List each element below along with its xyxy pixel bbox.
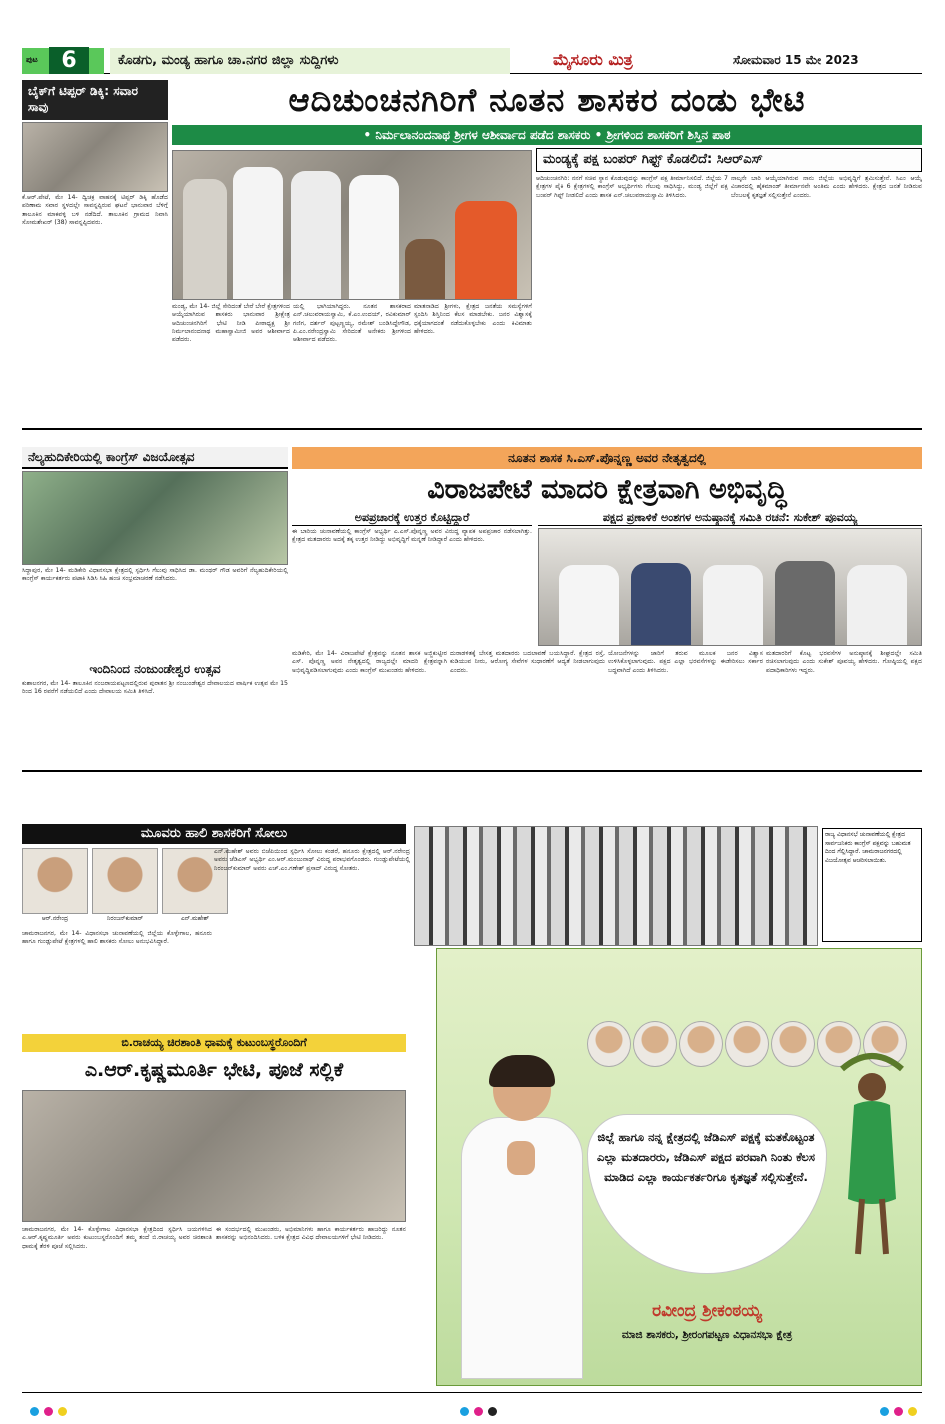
virajpet-article-top: ಈ ಬಾರಿಯ ಚುನಾವಣೆಯಲ್ಲಿ ಕಾಂಗ್ರೆಸ್ ಅಭ್ಯರ್ಥಿ ಎ.ಎಸ್.ಪೊನ್ನಣ್ಣ ಅವರ ವಿರುದ್ಧ ವ್ಯಾಪಕ ಅಪಪ್ರಚಾರ ನಡೆಸಲಾಗಿತ್ತು. ಕ್ಷೇತ್ರದ ಮತದಾರರು ಅದಕ್ಕೆ ತಕ್ಕ ಉತ್ತರ ನೀಡಿದ್ದು ಅಭಿವೃದ್ಧಿಗೆ ಮನ್ನಣೆ ನೀಡಿದ್ದಾರೆ ಎಂದು ಹೇಳಿದರು. [292, 528, 532, 544]
virajpet-article-col-1: ಮಡಿಕೇರಿ, ಮೇ 14- ವಿರಾಜಪೇಟೆ ಕ್ಷೇತ್ರವನ್ನು ನೂತನ ಶಾಸಕ ಅಜ್ಜಿಕುಟ್ಟೀರ ಎಸ್. ಪೊನ್ನಣ್ಣ ಅವರ ನೇತೃತ್ವದಲ್ಲಿ ರಾಜ್ಯದಲ್ಲೇ ಮಾದರಿ ಕ್ಷೇತ್ರವನ್ನಾಗಿ ಅಭಿವೃದ್ಧಿಪಡಿಸಲಾಗುವುದು ಎಂದು ಕಾಂಗ್ರೆಸ್ ಮುಖಂಡರು ಹೇಳಿದರು. [292, 650, 447, 674]
festival-article-text: ಕುಶಾಲನಗರ, ಮೇ 14- ತಾಲೂಕಿನ ನಂಜರಾಯಪಟ್ಟಣದಲ್ಲಿರುವ ಪುರಾತನ ಶ್ರೀ ನಂಜುಂಡೇಶ್ವರ ದೇವಾಲಯದ ವಾರ್ಷಿಕ ಉತ್ಸವ ಮೇ 15 ರಿಂದ 16 ರವರೆಗೆ ನಡೆಯಲಿದೆ ಎಂದು ದೇವಾಲಯ ಸಮಿತಿ ತಿಳಿಸಿದೆ. [22, 680, 288, 696]
festival-headline: ಇಂದಿನಿಂದ ನಂಜುಂಡೇಶ್ವರ ಉತ್ಸವ [89, 662, 221, 676]
side-brief-text: ರಾಜ್ಯ ವಿಧಾನಸಭೆ ಚುನಾವಣೆಯಲ್ಲಿ ಕ್ಷೇತ್ರದ ಸಾರ್ವಜನಿಕರು ಕಾಂಗ್ರೆಸ್ ಪಕ್ಷವನ್ನು ಬಹುಮತ ದಿಂದ ಗೆಲ್ಲಿಸಿದ್ದಾರೆ. ಚಾಮರಾಜನಗರದಲ್ಲಿ ವಿಜಯೋತ್ಸವ ಆಚರಿಸಲಾಯಿತು. [822, 828, 922, 942]
leader-photo [679, 1021, 723, 1067]
virajpet-banner: ನೂತನ ಶಾಸಕ ಸಿ.ಎಸ್.ಪೊನ್ನಣ್ಣ ಅವರ ನೇತೃತ್ವದಲ್ಲಿ [292, 447, 922, 469]
registration-dot [30, 1407, 39, 1416]
page-number-box [22, 48, 104, 74]
mugshot-photo [22, 848, 88, 914]
candidate-name: ರವೀಂದ್ರ ಶ್ರೀಕಂಠಯ್ಯ [652, 1301, 762, 1321]
page-number: 6 [49, 47, 89, 74]
virajpet-subhead-right: ಪಕ್ಷದ ಪ್ರಣಾಳಿಕೆ ಅಂಶಗಳ ಅನುಷ್ಠಾನಕ್ಕೆ ಸಮಿತಿ ರಚನೆ: ಸುಕೇಶ್ ಪೂವಯ್ಯ [538, 510, 922, 526]
advertisement [436, 948, 922, 1386]
visit-headline: ಎ.ಆರ್.ಕೃಷ್ಣಮೂರ್ತಿ ಭೇಟಿ, ಪೂಜೆ ಸಲ್ಲಿಕೆ [84, 1059, 344, 1081]
registration-dot [908, 1407, 917, 1416]
virajpet-subhead-left: ಅಪಪ್ರಚಾರಕ್ಕೆ ಉತ್ತರ ಕೊಟ್ಟಿದ್ದಾರೆ [292, 510, 532, 526]
registration-dot [44, 1407, 53, 1416]
virajpet-article-col-3: ಯೋಜನೆಗಳನ್ನು ಜಾರಿಗೆ ತರುವ ಮೂಲಕ ಜನರ ವಿಶ್ವಾಸ ಉಳಿಸಿಕೊಳ್ಳಲಾಗುವುದು. ಪಕ್ಷದ ಎಲ್ಲಾ ಭರವಸೆಗಳನ್ನು ಈಡೇರಿಸಲು ಸರ್ಕಾರ ಬದ್ಧವಾಗಿದೆ ಎಂದು ತಿಳಿಸಿದರು. [608, 650, 763, 674]
mugshot-caption: ಎನ್.ಮಹೇಶ್ [180, 915, 210, 922]
leader-photo [771, 1021, 815, 1067]
visit-article-col-1: ಚಾಮರಾಜನಗರ, ಮೇ 14- ಕೊಳ್ಳೇಗಾಲ ವಿಧಾನಸಭಾ ಕ್ಷೇತ್ರದಿಂದ ಸ್ಪರ್ಧಿಸಿ ಜಯಗಳಿಸಿದ ಎ.ಆರ್.ಕೃಷ್ಣಮೂರ್ತಿ ಅವರು ಕುಟುಂಬಸ್ಥರೊಂದಿಗೆ ತಮ್ಮ ತಂದೆ ಬಿ.ರಾಚಯ್ಯ ಅವರ ಚಿರಶಾಂತಿ ಧಾಮಕ್ಕೆ ತೆರಳಿ ಪೂಜೆ ಸಲ್ಲಿಸಿದರು. [22, 1226, 212, 1250]
leader-photo [587, 1021, 631, 1067]
divider [22, 428, 922, 430]
defeat-headline: ಮೂವರು ಹಾಲಿ ಶಾಸಕರಿಗೆ ಸೋಲು [22, 824, 406, 844]
registration-dot [474, 1407, 483, 1416]
farmer-woman-emblem [832, 1049, 912, 1259]
divider [22, 770, 922, 772]
registration-dot [894, 1407, 903, 1416]
celebration-article-text: ಸಿದ್ದಾಪುರ, ಮೇ 14- ಮಡಿಕೇರಿ ವಿಧಾನಸಭಾ ಕ್ಷೇತ್ರದಲ್ಲಿ ಸ್ಪರ್ಧಿಸಿ ಗೆಲುವು ಸಾಧಿಸಿದ ಡಾ. ಮಂಥರ್ ಗೌಡ ಅವರಿಗೆ ನೆಲ್ಯಹುದಿಕೇರಿಯಲ್ಲಿ ಕಾಂಗ್ರೆಸ್ ಕಾರ್ಯಕರ್ತರು ಪಟಾಕಿ ಸಿಡಿಸಿ ಸಿಹಿ ಹಂಚಿ ಸಂಭ್ರಮಾಚರಣೆ ನಡೆಸಿದರು. [22, 567, 288, 583]
press-meet-photo [538, 528, 922, 646]
visit-article-col-2: ಈ ಸಂದರ್ಭದಲ್ಲಿ ಮುಖಂಡರು, ಅಭಿಮಾನಿಗಳು ಹಾಗೂ ಕಾರ್ಯಕರ್ತರು ಹಾಜರಿದ್ದು ನೂತನ ಶಾಸಕರನ್ನು ಅಭಿನಂದಿಸಿದರು. ಬಳಿಕ ಕ್ಷೇತ್ರದ ವಿವಿಧ ದೇವಾಲಯಗಳಿಗೆ ಭೇಟಿ ನೀಡಿದರು. [216, 1226, 406, 1242]
brief-headline: ಬೈಕ್‌ಗೆ ಟಿಪ್ಪರ್ ಡಿಕ್ಕಿ: ಸವಾರ ಸಾವು [22, 80, 168, 120]
lead-subhead: • ನಿರ್ಮಲಾನಂದನಾಥ ಶ್ರೀಗಳ ಆಶೀರ್ವಾದ ಪಡೆದ ಶಾಸಕರು • ಶ್ರೀಗಳಿಂದ ಶಾಸಕರಿಗೆ ಶಿಸ್ತಿನ ಪಾಠ [172, 125, 922, 145]
dateline: ಸೋಮವಾರ 15 ಮೇ 2023 [733, 53, 859, 67]
accident-photo [22, 122, 168, 192]
mugshots [22, 848, 236, 924]
lead-photo [172, 150, 532, 300]
virajpet-headline: ವಿರಾಜಪೇಟೆ ಮಾದರಿ ಕ್ಷೇತ್ರವಾಗಿ ಅಭಿವೃದ್ಧಿ [427, 474, 787, 505]
leader-photo [633, 1021, 677, 1067]
side-story-col-2: ನಾಲ್ಕನೇ ಬಾರಿ ಆಯ್ಕೆಯಾಗಿರುವ ನಾನು ಜಿಲ್ಲೆಯ ಅಭಿವೃದ್ಧಿಗೆ ಶ್ರಮಿಸುತ್ತೇನೆ. ಸಿಎಂ ಆಯ್ಕೆ ವಿಚಾರದಲ್ಲಿ ಹೈಕಮಾಂಡ್ ತೀರ್ಮಾನವೇ ಅಂತಿಮ ಎಂದು ಹೇಳಿದರು. ಕ್ಷೇತ್ರದ ಜನತೆ ನೀಡಿರುವ ಬೆಂಬಲಕ್ಕೆ ಕೃತಜ್ಞತೆ ಸಲ್ಲಿಸುತ್ತೇನೆ ಎಂದರು. [731, 175, 922, 199]
lead-article-col-1: ಮಂಡ್ಯ, ಮೇ 14- ಜಿಲ್ಲೆ ಸೇರಿದಂತೆ ಬೇರೆ ಬೇರೆ ಕ್ಷೇತ್ರಗಳಿಂದ ಆಯ್ಕೆಯಾಗಿರುವ ಶಾಸಕರು ಭಾನುವಾರ ಶ್ರೀಕ್ಷೇತ್ರ ಆದಿಚುಂಚನಗಿರಿಗೆ ಭೇಟಿ ನೀಡಿ ಪೀಠಾಧ್ಯಕ್ಷ ಶ್ರೀ ನಿರ್ಮಲಾನಂದನಾಥ ಮಹಾಸ್ವಾಮೀಜಿ ಅವರ ಆಶೀರ್ವಾದ ಪಡೆದರು. [172, 303, 290, 344]
side-story-headline: ಮಂಡ್ಯಕ್ಕೆ ಪಕ್ಷ ಬಂಪರ್ ಗಿಫ್ಟ್ ಕೊಡಲಿದೆ: ಸಿಆರ್‌ಎಸ್ [536, 148, 922, 172]
registration-dot [880, 1407, 889, 1416]
masthead: ಮೈಸೂರು ಮಿತ್ರ [553, 50, 633, 69]
defeat-article-col-2: ಎನ್.ಮಹೇಶ್ ಅವರು ಬಿಜೆಪಿಯಿಂದ ಸ್ಪರ್ಧಿಸಿ ಸೋಲು ಕಂಡರೆ, ಹನೂರು ಕ್ಷೇತ್ರದಲ್ಲಿ ಆರ್.ನರೇಂದ್ರ ಅವರು ಜೆಡಿಎಸ್ ಅಭ್ಯರ್ಥಿ ಎಂ.ಆರ್.ಮಂಜುನಾಥ್ ವಿರುದ್ಧ ಪರಾಭವಗೊಂಡರು. ಗುಂಡ್ಲುಪೇಟೆಯಲ್ಲಿ ನಿರಂಜನ್‌ಕುಮಾರ್ ಅವರು ಎಚ್.ಎಂ.ಗಣೇಶ್ ಪ್ರಸಾದ್ ವಿರುದ್ಧ ಸೋತರು. [214, 848, 410, 872]
candidate-title: ಮಾಜಿ ಶಾಸಕರು, ಶ್ರೀರಂಗಪಟ್ಟಣ ವಿಧಾನಸಭಾ ಕ್ಷೇತ್ರ [621, 1329, 793, 1341]
leader-photo [725, 1021, 769, 1067]
visit-kicker: ಬಿ.ರಾಚಯ್ಯ ಚಿರಶಾಂತಿ ಧಾಮಕ್ಕೆ ಕುಟುಂಬಸ್ಥರೊಂದಿಗೆ [22, 1034, 406, 1052]
page-label: ಪುಟ [26, 55, 38, 64]
virajpet-article-col-4: ಮತದಾರರಿಗೆ ಕೊಟ್ಟ ಭರವಸೆಗಳ ಅನುಷ್ಠಾನಕ್ಕೆ ಶೀಘ್ರದಲ್ಲೇ ಸಮಿತಿ ರಚಿಸಲಾಗುವುದು ಎಂದು ಸುಕೇಶ್ ಪೂವಯ್ಯ ಹೇಳಿದರು. ಗೋಷ್ಠಿಯಲ್ಲಿ ಪಕ್ಷದ ಪದಾಧಿಕಾರಿಗಳು ಇದ್ದರು. [766, 650, 922, 674]
celebration-photo [22, 471, 288, 565]
mugshot-photo [92, 848, 158, 914]
ad-message: ಜಿಲ್ಲೆ ಹಾಗೂ ನನ್ನ ಕ್ಷೇತ್ರದಲ್ಲಿ ಜೆಡಿಎಸ್ ಪಕ್ಷಕ್ಕೆ ಮತಕೊಟ್ಟಂತ ಎಲ್ಲಾ ಮತದಾರರು, ಜೆಡಿಎಸ್ ಪಕ್ಷದ ಪರವಾಗಿ ನಿಂತು ಕೆಲಸ ಮಾಡಿದ ಎಲ್ಲಾ ಕಾರ್ಯಕರ್ತರಿಗೂ ಕೃತಜ್ಞತೆ ಸಲ್ಲಿಸುತ್ತೇನೆ. [597, 1130, 815, 1184]
lead-headline: ಆದಿಚುಂಚನಗಿರಿಗೆ ನೂತನ ಶಾಸಕರ ದಂಡು ಭೇಟಿ [288, 81, 806, 119]
lead-article-col-3: ಮಾತನಾಡಿದ ಶ್ರೀಗಳು, ಕ್ಷೇತ್ರದ ಜನತೆಯ ಸಮಸ್ಯೆಗಳಿಗೆ ಸ್ಪಂದಿಸಿ ಶಿಸ್ತಿನಿಂದ ಕೆಲಸ ಮಾಡಬೇಕು. ಜನರ ವಿಶ್ವಾಸಕ್ಕೆ ಧಕ್ಕೆಯಾಗದಂತೆ ನಡೆದುಕೊಳ್ಳಬೇಕು ಎಂದು ಕಿವಿಮಾತು ಹೇಳಿದರು. [414, 303, 532, 335]
mugshot-caption: ನಿರಂಜನ್‌ಕುಮಾರ್ [106, 915, 144, 922]
celebration-headline: ನೆಲ್ಯಹುದಿಕೇರಿಯಲ್ಲಿ ಕಾಂಗ್ರೆಸ್ ವಿಜಯೋತ್ಸವ [22, 447, 288, 469]
rally-photo [414, 826, 818, 946]
registration-dot [488, 1407, 497, 1416]
defeat-article-col-1: ಚಾಮರಾಜನಗರ, ಮೇ 14- ವಿಧಾನಸಭಾ ಚುನಾವಣೆಯಲ್ಲಿ ಜಿಲ್ಲೆಯ ಕೊಳ್ಳೇಗಾಲ, ಹನೂರು ಹಾಗೂ ಗುಂಡ್ಲುಪೇಟೆ ಕ್ಷೇತ್ರಗಳಲ್ಲಿ ಹಾಲಿ ಶಾಸಕರು ಸೋಲು ಅನುಭವಿಸಿದ್ದಾರೆ. [22, 930, 212, 946]
section-title: ಕೊಡಗು, ಮಂಡ್ಯ ಹಾಗೂ ಚಾ.ನಗರ ಜಿಲ್ಲಾ ಸುದ್ದಿಗಳು [110, 48, 510, 74]
divider [22, 1392, 922, 1393]
visit-photo [22, 1090, 406, 1222]
side-story-col-1: ಆದಿಚುಂಚನಗಿರಿ: ನನಗೆ ಸಚಿವ ಸ್ಥಾನ ಕೊಡುವುದನ್ನು ಕಾಂಗ್ರೆಸ್ ಪಕ್ಷ ತೀರ್ಮಾನಿಸಲಿದೆ. ಜಿಲ್ಲೆಯ 7 ಕ್ಷೇತ್ರಗಳ ಪೈಕಿ 6 ಕ್ಷೇತ್ರಗಳಲ್ಲಿ ಕಾಂಗ್ರೆಸ್ ಅಭ್ಯರ್ಥಿಗಳು ಗೆಲುವು ಸಾಧಿಸಿದ್ದು, ಮಂಡ್ಯ ಜಿಲ್ಲೆಗೆ ಪಕ್ಷ ಬಂಪರ್ ಗಿಫ್ಟ್ ನೀಡಲಿದೆ ಎಂದು ಶಾಸಕ ಎನ್.ಚಲುವರಾಯಸ್ವಾಮಿ ತಿಳಿಸಿದರು. [536, 175, 728, 199]
brief-article-text: ಕೆ.ಆರ್.ಪೇಟೆ, ಮೇ 14- ದ್ವಿಚಕ್ರ ವಾಹನಕ್ಕೆ ಟಿಪ್ಪರ್ ಡಿಕ್ಕಿ ಹೊಡೆದ ಪರಿಣಾಮ ಸವಾರ ಸ್ಥಳದಲ್ಲೇ ಸಾವನ್ನಪ್ಪಿರುವ ಘಟನೆ ಭಾನುವಾರ ಬೆಳಿಗ್ಗೆ ತಾಲೂಕಿನ ಮಾಕವಳ್ಳಿ ಬಳಿ ನಡೆದಿದೆ. ತಾಲೂಕಿನ ಗ್ರಾಮದ ನಿವಾಸಿ ಸೋಮಶೇಖರ್ (38) ಸಾವನ್ನಪ್ಪಿದವರು. [22, 194, 168, 226]
registration-dot [58, 1407, 67, 1416]
virajpet-article-col-2: ದುರಾಡಳಿತಕ್ಕೆ ಬೇಸತ್ತ ಮತದಾರರು ಬದಲಾವಣೆ ಬಯಸಿದ್ದಾರೆ. ಕ್ಷೇತ್ರದ ರಸ್ತೆ, ಕುಡಿಯುವ ನೀರು, ಆರೋಗ್ಯ ಸೇವೆಗಳ ಸುಧಾರಣೆಗೆ ಆದ್ಯತೆ ನೀಡಲಾಗುವುದು ಎಂದರು. [450, 650, 605, 674]
candidate-figure [453, 1059, 581, 1359]
registration-dot [460, 1407, 469, 1416]
mugshot-caption: ಆರ್.ನರೇಂದ್ರ [41, 915, 69, 922]
lead-article-col-2: ಯಲ್ಲಿ ಭಾಗಿಯಾಗಿದ್ದರು. ನೂತನ ಶಾಸಕರಾದ ಎನ್.ಚಲುವರಾಯಸ್ವಾಮಿ, ಕೆ.ಎಂ.ಉದಯ್, ರವಿಕುಮಾರ್ ಗಣಿಗ, ದರ್ಶನ್ ಪುಟ್ಟಣ್ಣಯ್ಯ, ರಮೇಶ್ ಬಂಡಿಸಿದ್ದೇಗೌಡ, ಪಿ.ಎಂ.ನರೇಂದ್ರಸ್ವಾಮಿ ಸೇರಿದಂತೆ ಅನೇಕರು ಶ್ರೀಗಳಿಂದ ಆಶೀರ್ವಾದ ಪಡೆದರು. [293, 303, 411, 344]
